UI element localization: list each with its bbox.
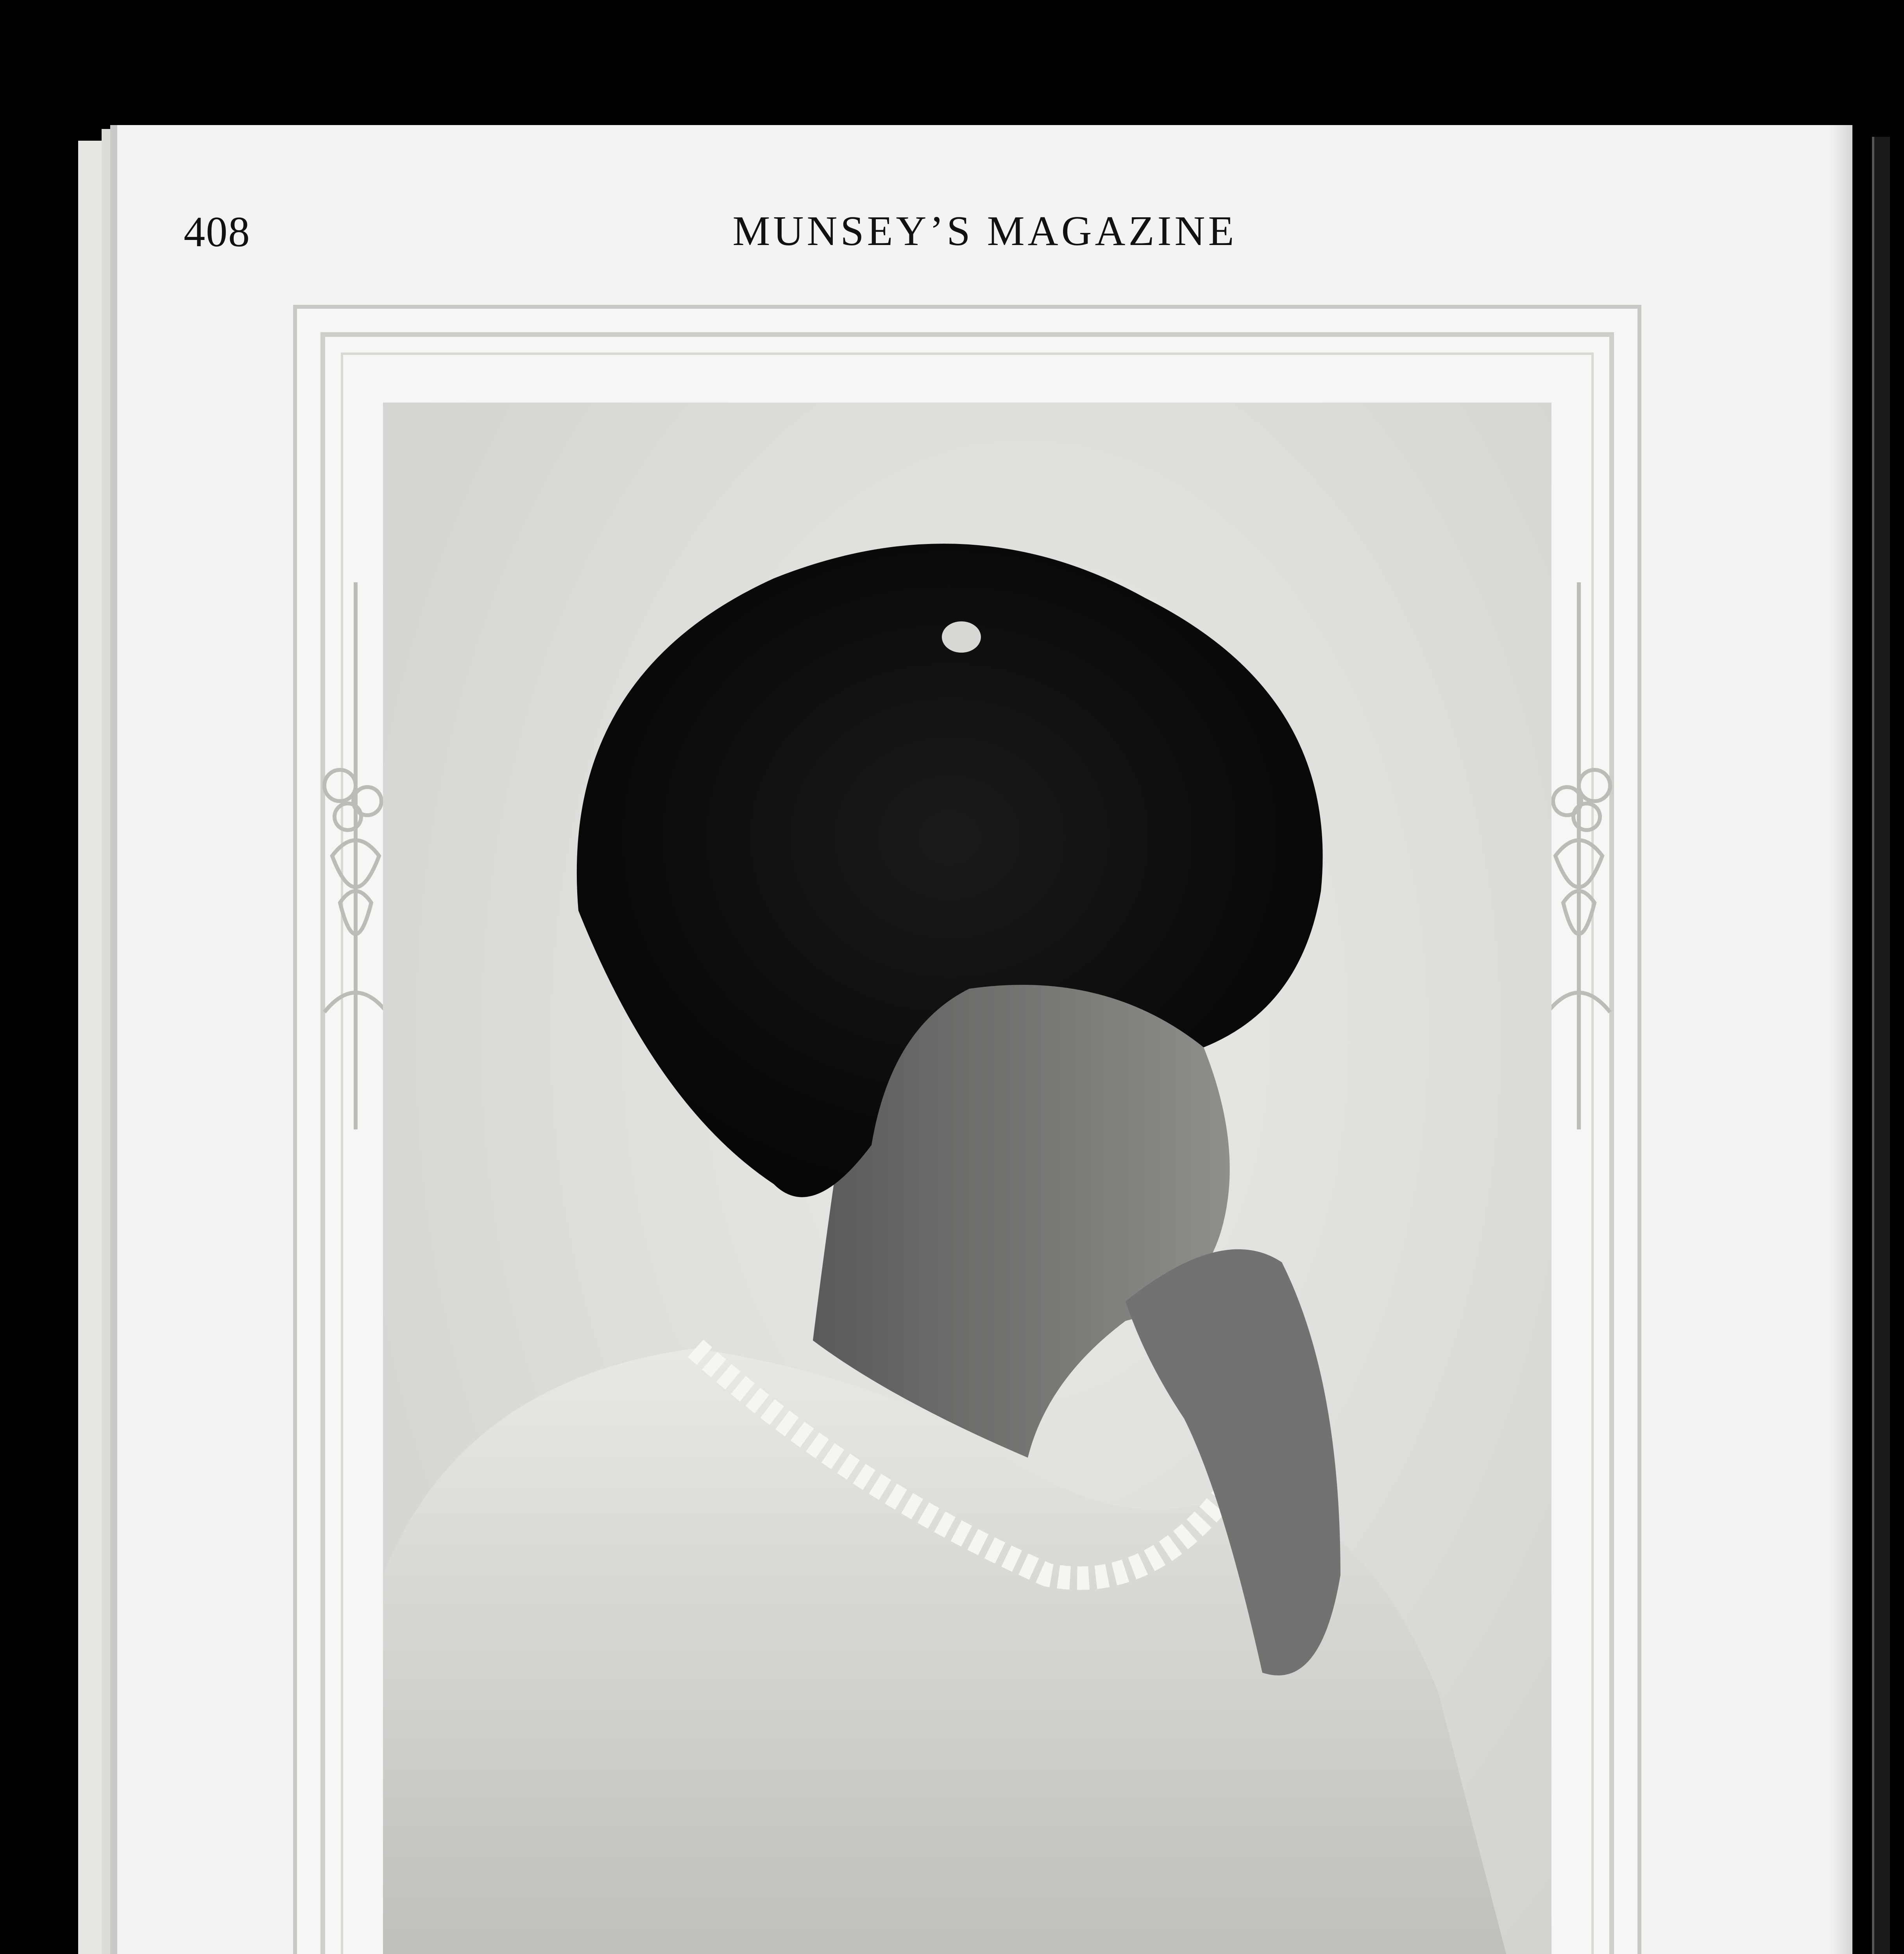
gutter-shadow [1829,125,1852,1954]
running-title: MUNSEY’S MAGAZINE [732,208,1237,254]
woman-profile-icon [383,403,1551,1954]
page-number: 408 [184,208,251,256]
facing-page-edge [1872,137,1890,1954]
magazine-page [117,125,1852,1954]
portrait-plate [293,305,1641,1954]
portrait-photo [383,403,1551,1954]
